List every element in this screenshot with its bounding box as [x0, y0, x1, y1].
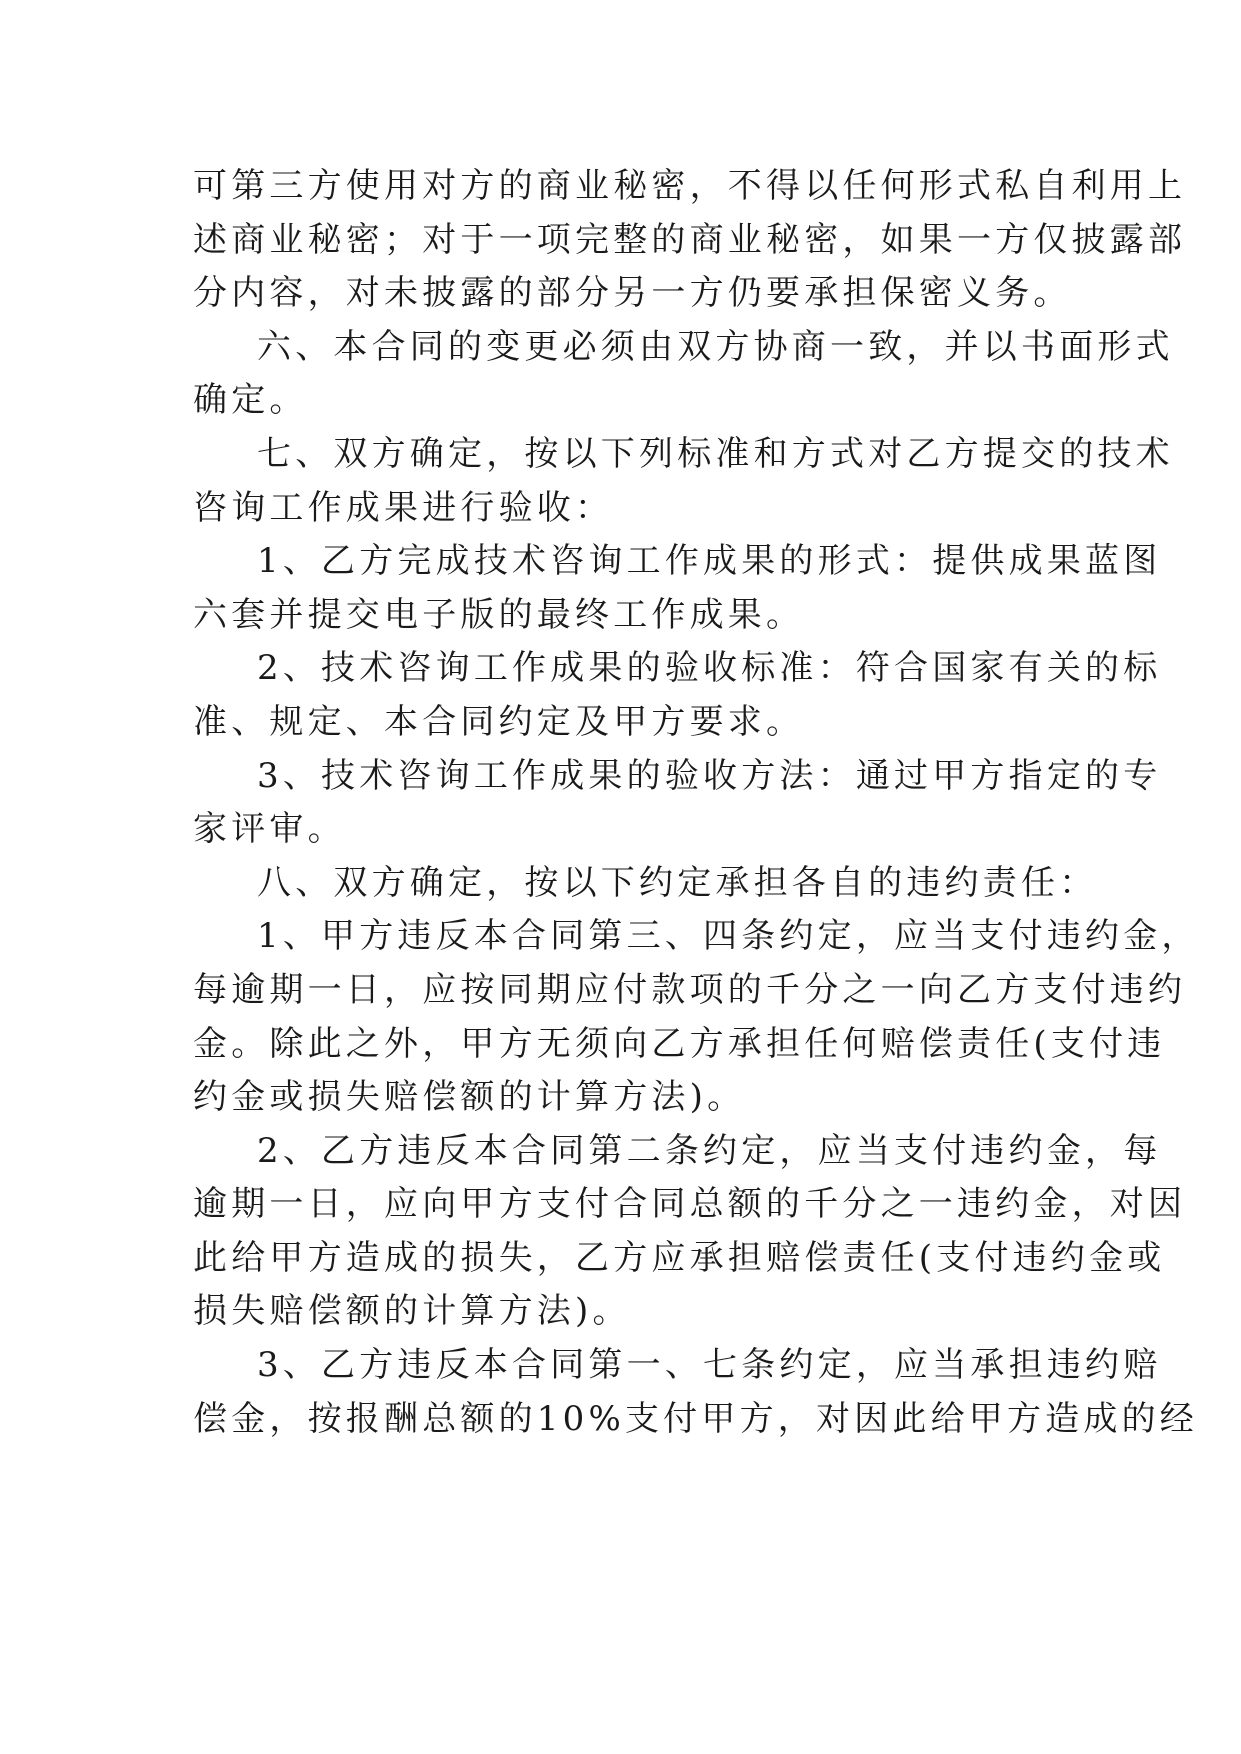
clause-8-item-3-line: 3、乙方违反本合同第一、七条约定，应当承担违约赔	[257, 1345, 1162, 1386]
clause-7-item-2-line: 2、技术咨询工作成果的验收标准：符合国家有关的标	[257, 648, 1162, 689]
text-line: 金。除此之外，甲方无须向乙方承担任何赔偿责任(支付违	[193, 1023, 1166, 1064]
text-line: 可第三方使用对方的商业秘密，不得以任何形式私自利用上	[193, 166, 1187, 206]
clause-8-line: 八、双方确定，按以下约定承担各自的违约责任：	[257, 862, 1098, 903]
text-line: 咨询工作成果进行验收：	[193, 487, 614, 528]
text-line: 逾期一日，应向甲方支付合同总额的千分之一违约金，对因	[193, 1184, 1187, 1225]
document-body	[193, 160, 1200, 1446]
clause-8-item-1-line: 1、甲方违反本合同第三、四条约定，应当支付违约金，	[257, 916, 1200, 957]
text-line: 偿金，按报酬总额的10%支付甲方，对因此给甲方造成的经	[193, 1398, 1198, 1439]
text-line: 损失赔偿额的计算方法)。	[193, 1291, 631, 1332]
text-line: 确定。	[193, 380, 308, 421]
clause-7-line: 七、双方确定，按以下列标准和方式对乙方提交的技术	[257, 433, 1174, 474]
text-line: 分内容，对未披露的部分另一方仍要承担保密义务。	[193, 273, 1072, 314]
clause-7-item-3-line: 3、技术咨询工作成果的验收方法：通过甲方指定的专	[257, 755, 1162, 796]
text-line: 述商业秘密；对于一项完整的商业秘密，如果一方仅披露部	[193, 219, 1187, 260]
text-line: 家评审。	[193, 809, 346, 850]
clause-8-item-2-line: 2、乙方违反本合同第二条约定，应当支付违约金，每	[257, 1130, 1162, 1171]
clause-7-item-1-line: 1、乙方完成技术咨询工作成果的形式：提供成果蓝图	[257, 541, 1162, 582]
text-line: 每逾期一日，应按同期应付款项的千分之一向乙方支付违约	[193, 969, 1187, 1010]
text-line: 约金或损失赔偿额的计算方法)。	[193, 1077, 746, 1118]
clause-6-line: 六、本合同的变更必须由双方协商一致，并以书面形式	[257, 326, 1174, 367]
text-line: 此给甲方造成的损失，乙方应承担赔偿责任(支付违约金或	[193, 1237, 1166, 1278]
text-line: 六套并提交电子版的最终工作成果。	[193, 594, 805, 635]
text-line: 准、规定、本合同约定及甲方要求。	[193, 701, 805, 742]
